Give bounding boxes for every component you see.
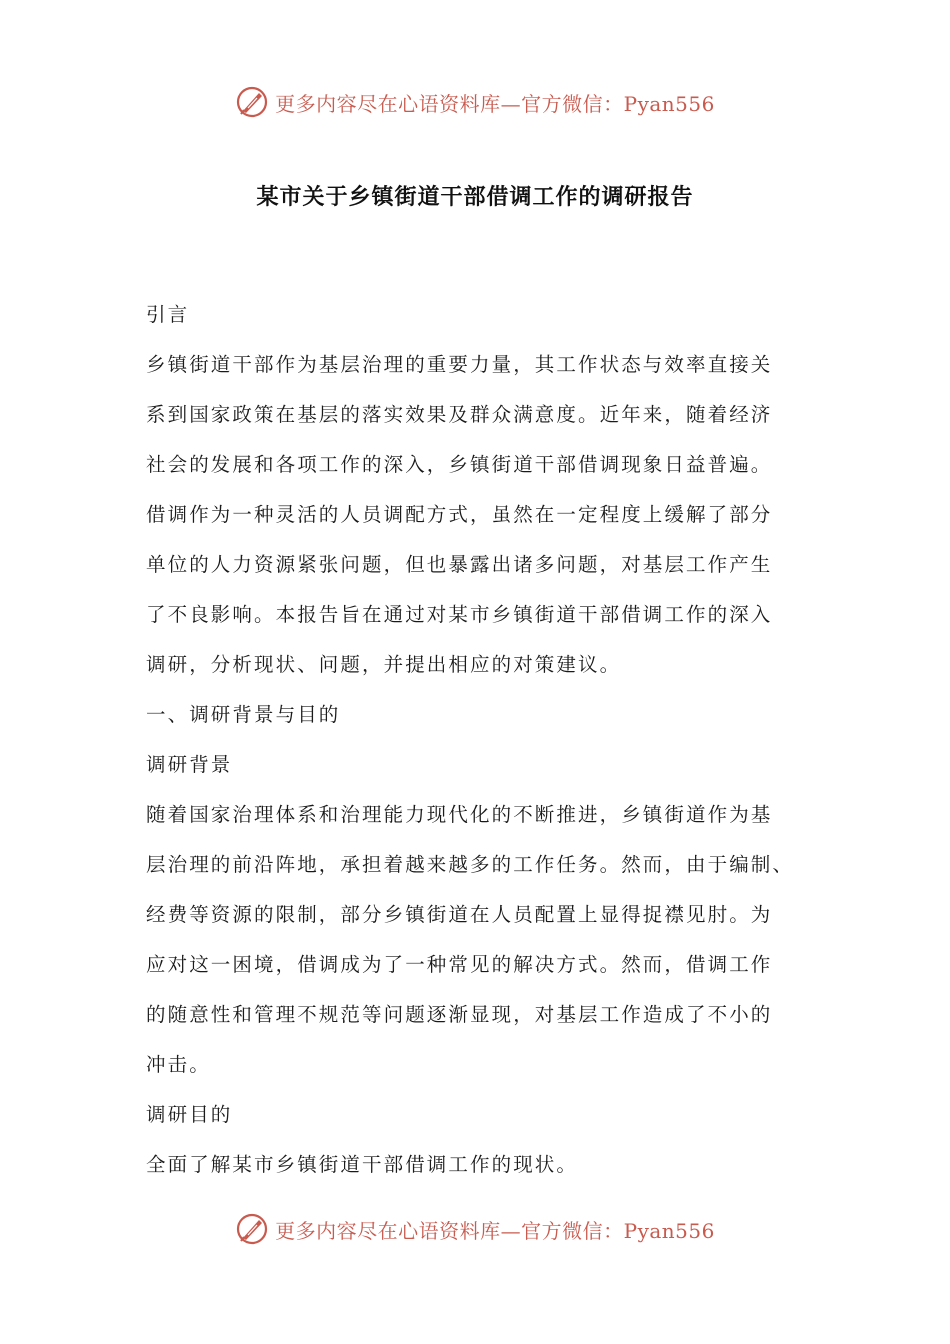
footer-banner [0, 1209, 950, 1249]
quill-logo-icon [235, 85, 269, 119]
body-line: 乡镇街道干部作为基层治理的重要力量，其工作状态与效率直接关 [146, 353, 773, 376]
body-line: 层治理的前沿阵地，承担着越来越多的工作任务。然而，由于编制、 [146, 853, 795, 876]
body-line: 冲击。 [146, 1053, 211, 1076]
body-line: 单位的人力资源紧张问题，但也暴露出诸多问题，对基层工作产生 [146, 553, 773, 576]
body-line: 经费等资源的限制，部分乡镇街道在人员配置上显得捉襟见肘。为 [146, 903, 773, 926]
body-line: 引言 [146, 303, 190, 326]
document-title: 某市关于乡镇街道干部借调工作的调研报告 [256, 185, 694, 210]
body-line: 的随意性和管理不规范等问题逐渐显现，对基层工作造成了不小的 [146, 1003, 773, 1026]
document-body [146, 290, 816, 1190]
section-heading: 一、调研背景与目的 [146, 703, 341, 726]
quill-logo-icon [235, 1212, 269, 1246]
body-line: 社会的发展和各项工作的深入，乡镇街道干部借调现象日益普遍。 [146, 453, 773, 476]
header-banner-text: 更多内容尽在心语资料库—官方微信：Pyan556 [275, 91, 715, 116]
subsection-heading: 调研背景 [146, 753, 233, 776]
header-banner [0, 82, 950, 122]
subsection-heading: 调研目的 [146, 1103, 233, 1126]
body-line: 调研，分析现状、问题，并提出相应的对策建议。 [146, 653, 622, 676]
footer-banner-text: 更多内容尽在心语资料库—官方微信：Pyan556 [275, 1218, 715, 1243]
body-line: 了不良影响。本报告旨在通过对某市乡镇街道干部借调工作的深入 [146, 603, 773, 626]
body-line: 随着国家治理体系和治理能力现代化的不断推进，乡镇街道作为基 [146, 803, 773, 826]
body-line: 系到国家政策在基层的落实效果及群众满意度。近年来，随着经济 [146, 403, 773, 426]
body-line: 应对这一困境，借调成为了一种常见的解决方式。然而，借调工作 [146, 953, 773, 976]
body-line: 借调作为一种灵活的人员调配方式，虽然在一定程度上缓解了部分 [146, 503, 773, 526]
body-line: 全面了解某市乡镇街道干部借调工作的现状。 [146, 1153, 579, 1176]
